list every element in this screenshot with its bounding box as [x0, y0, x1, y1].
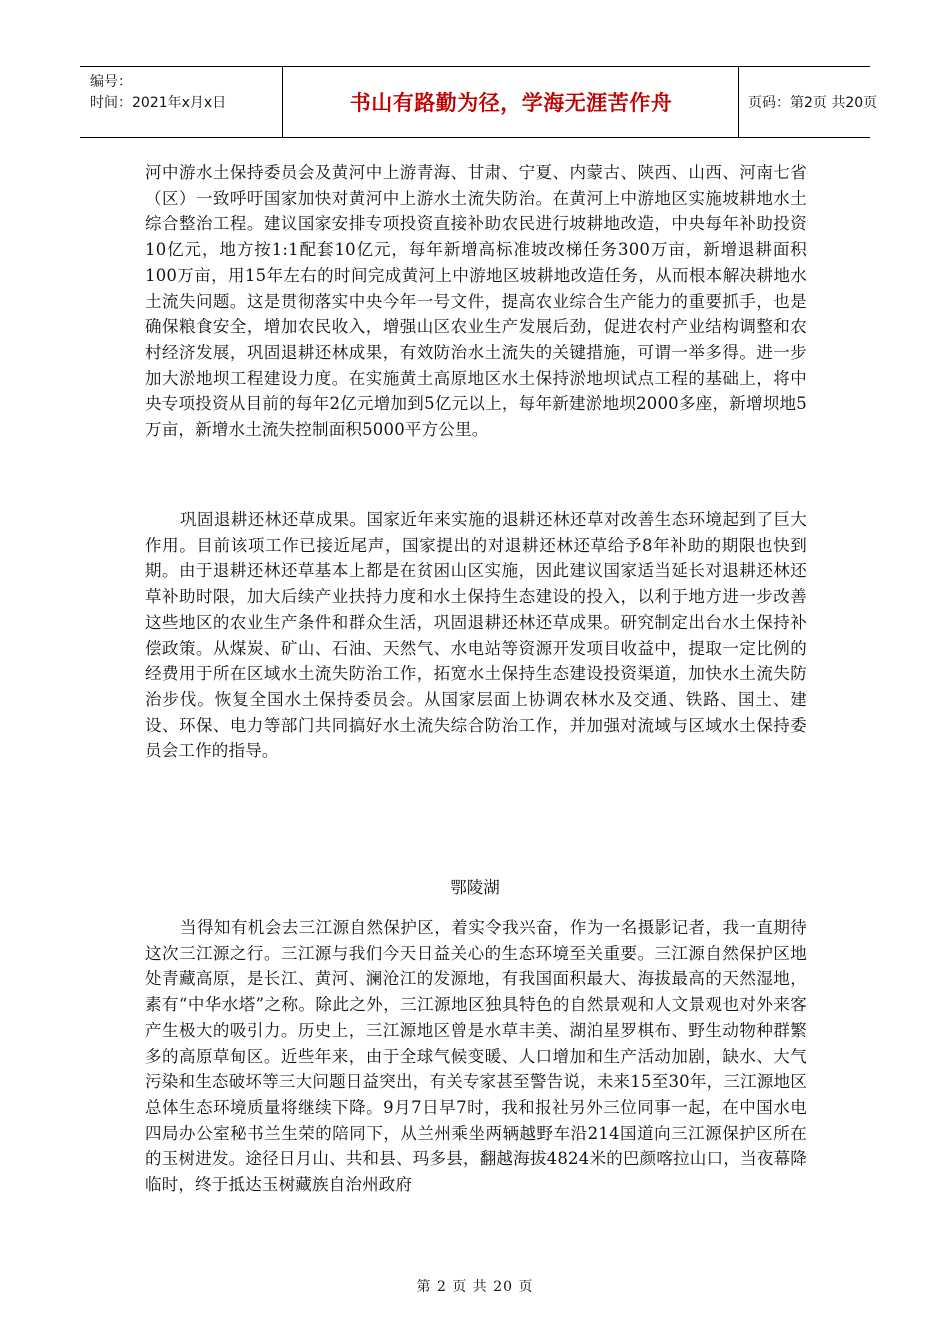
number-label: 编号： — [90, 74, 132, 90]
time-label: 时间：2021年x月x日 — [90, 95, 227, 111]
header-page-info — [740, 67, 878, 137]
paragraph-3 — [145, 915, 807, 1198]
paragraph-text: 当得知有机会去三江源自然保护区，着实令我兴奋，作为一名摄影记者，我一直期待这次三江源之行。三江源与我们今天日益关心的生态环境至关重要。三江源自然保护区地处青藏高原，是长江、黄河、澜沧江的发源地，有我国面积最大、海拔最高的天然湿地，素有“中华水塔”之称。除此之外，三江源地区独具特色的自然景观和人文景观也对外来客产生极大的吸引力。历史上，三江源地区曾是水草丰美、湖泊星罗棋布、野生动物种群繁多的高原草甸区。近些年来，由于全球气候变暖、人口增加和生产活动加剧，缺水、大气污染和生态破坏等三大问题日益突出，有关专家甚至警告说，未来15至30年，三江源地区总体生态环境质量将继续下降。9月7日早7时，我和报社另外三位同事一起，在中国水电四局办公室秘书兰生荣的陪同下，从兰州乘坐两辆越野车沿214国道向三江源保护区所在的玉树进发。途径日月山、共和县、玛多县，翻越海拔4824米的巴颜喀拉山口，当夜幕降临时，终于抵达玉树藏族自治州政府 — [145, 918, 807, 1195]
section-title: 鄂陵湖 — [450, 878, 500, 897]
header-motto: 书山有路勤为径，学海无涯苦作舟 — [284, 67, 739, 137]
page-label: 页码：第2页 共20页 — [748, 95, 878, 111]
paragraph-2 — [145, 507, 807, 764]
paragraph-text: 巩固退耕还林还草成果。国家近年来实施的退耕还林还草对改善生态环境起到了巨大作用。目前该项工作已接近尾声，国家提出的对退耕还林还草给予8年补助的期限也快到期。由于退耕还林还草基本上都是在贫困山区实施，因此建议国家适当延长对退耕还林还草补助时限，加大后续产业扶持力度和水土保持生态建设的投入，以利于地方进一步改善这些地区的农业生产条件和群众生活，巩固退耕还林还草成果。研究制定出台水土保持补偿政策。从煤炭、矿山、石油、天然气、水电站等资源开发项目收益中，提取一定比例的经费用于所在区域水土流失防治工作，拓宽水土保持生态建设投资渠道，加快水土流失防治步伐。恢复全国水土保持委员会。从国家层面上协调农林水及交通、铁路、国土、建设、环保、电力等部门共同搞好水土流失综合防治工作，并加强对流域与区域水土保持委员会工作的指导。 — [145, 510, 807, 761]
paragraph-1 — [145, 160, 807, 443]
header-meta — [80, 67, 283, 137]
paragraph-text: 河中游水土保持委员会及黄河中上游青海、甘肃、宁夏、内蒙古、陕西、山西、河南七省（区）一致呼吁国家加快对黄河中上游水土流失防治。在黄河上中游地区实施坡耕地水土综合整治工程。建议国家安排专项投资直接补助农民进行坡耕地改造，中央每年补助投资10亿元，地方按1:1配套10亿元，每年新增高标准坡改梯任务300万亩，新增退耕面积100万亩，用15年左右的时间完成黄河上中游地区坡耕地改造任务，从而根本解决耕地水土流失问题。这是贯彻落实中央今年一号文件，提高农业综合生产能力的重要抓手，也是确保粮食安全，增加农民收入，增强山区农业生产发展后劲，促进农村产业结构调整和农村经济发展，巩固退耕还林成果，有效防治水土流失的关键措施，可谓一举多得。进一步加大淤地坝工程建设力度。在实施黄土高原地区水土保持淤地坝试点工程的基础上，将中央专项投资从目前的每年2亿元增加到5亿元以上，每年新建淤地坝2000多座，新增坝地5万亩，新增水土流失控制面积5000平方公里。 — [145, 163, 807, 440]
page-footer: 第 2 页 共 20 页 — [416, 1279, 534, 1295]
page-header — [80, 66, 878, 138]
